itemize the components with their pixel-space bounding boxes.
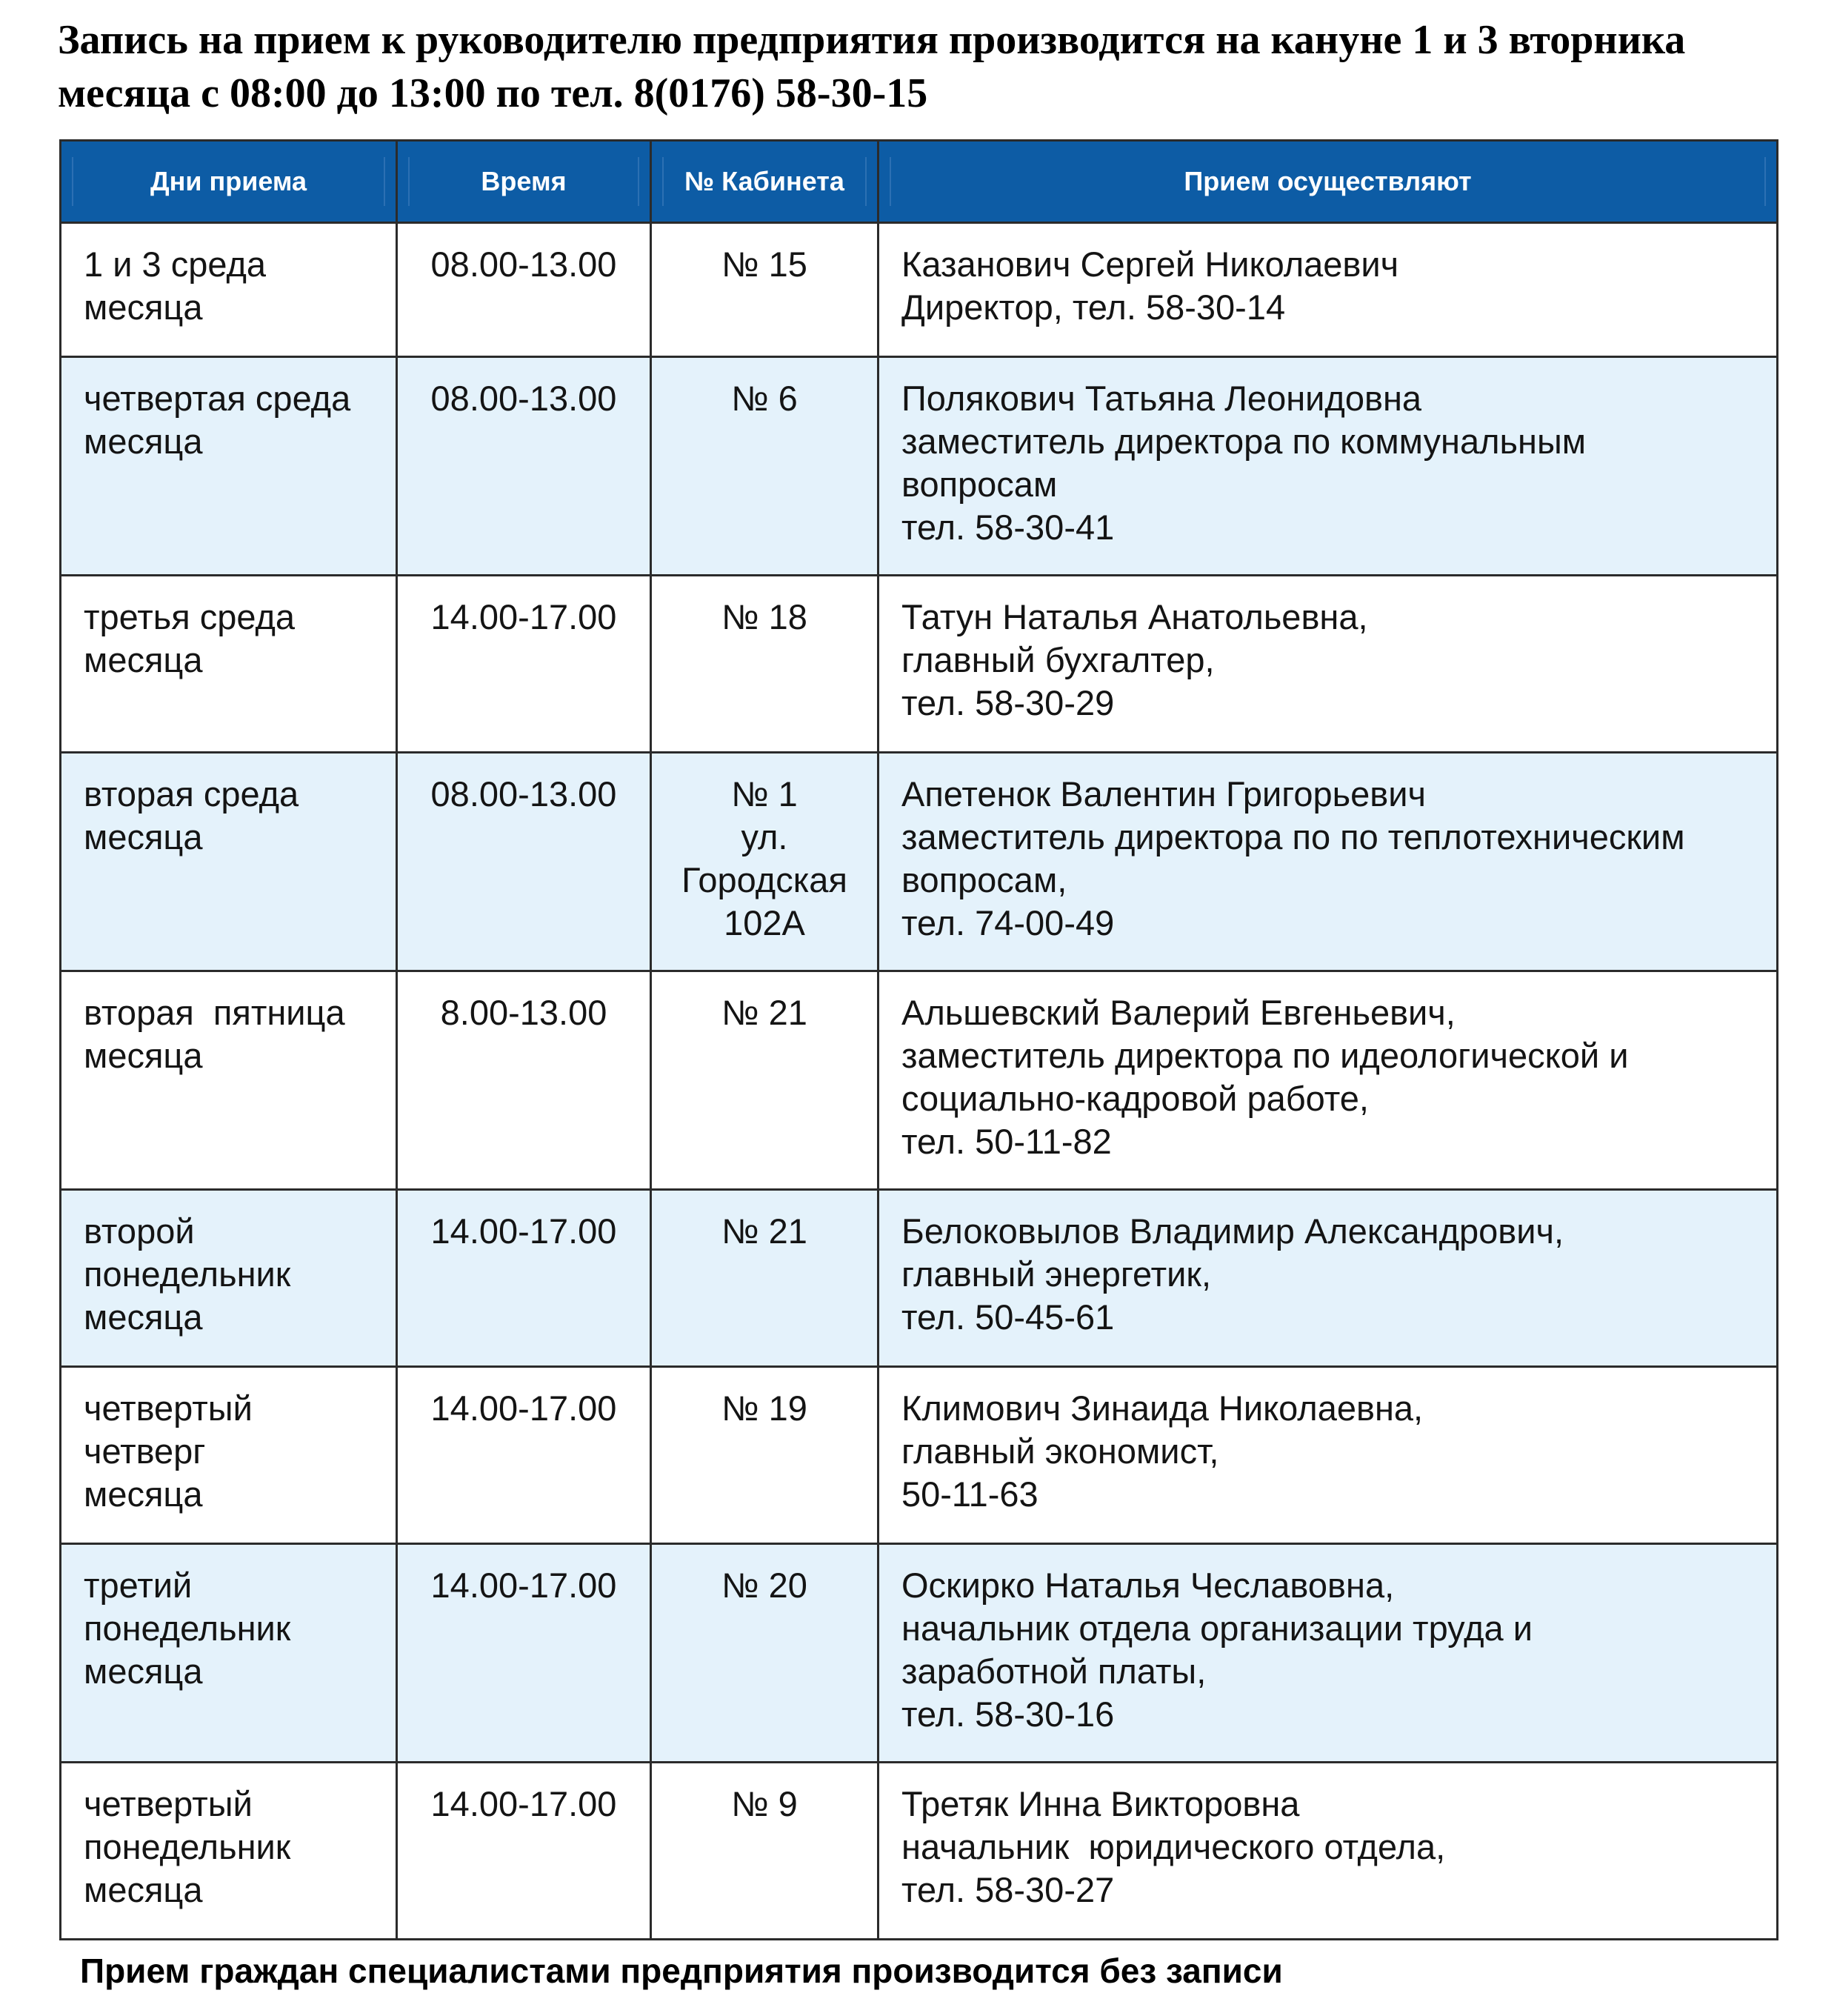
- table-body: [61, 223, 1778, 1940]
- cell-text: вопросам,: [901, 860, 1067, 899]
- cell-room: [651, 1367, 879, 1544]
- cell-text: Оскирко Наталья Чеславовна,: [901, 1566, 1395, 1605]
- cell-staff: [879, 1544, 1778, 1763]
- column-header-days: Дни приема: [61, 141, 397, 223]
- cell-staff: [879, 1367, 1778, 1544]
- cell-room: [651, 753, 879, 971]
- cell-text: 08.00-13.00: [430, 379, 617, 418]
- cell-text: 102А: [724, 903, 805, 942]
- cell-room: [651, 357, 879, 576]
- cell-text: № 21: [721, 1211, 807, 1251]
- cell-room: [651, 1190, 879, 1367]
- cell-time: [397, 223, 651, 357]
- table-row: [61, 1190, 1778, 1367]
- cell-text: тел. 58-30-27: [901, 1870, 1115, 1909]
- cell-time: [397, 357, 651, 576]
- cell-text: заместитель директора по коммунальным: [901, 422, 1587, 461]
- cell-text: № 6: [731, 379, 798, 418]
- cell-text: месяца: [84, 1870, 203, 1909]
- cell-text: главный бухгалтер,: [901, 640, 1215, 679]
- cell-staff: [879, 753, 1778, 971]
- cell-text: 14.00-17.00: [430, 1784, 617, 1823]
- table-row: [61, 223, 1778, 357]
- cell-text: 50-11-63: [901, 1474, 1038, 1514]
- cell-text: 08.00-13.00: [430, 244, 617, 284]
- cell-room: [651, 971, 879, 1190]
- cell-text: Директор, тел. 58-30-14: [901, 287, 1286, 327]
- cell-text: Татун Наталья Анатольевна,: [901, 597, 1368, 636]
- cell-text: № 18: [721, 597, 807, 636]
- cell-text: 8.00-13.00: [440, 993, 607, 1032]
- reception-schedule-table: [59, 139, 1778, 1940]
- cell-text: четвертый: [84, 1784, 253, 1823]
- cell-staff: [879, 1190, 1778, 1367]
- cell-text: месяца: [84, 1474, 203, 1514]
- cell-text: четвертый: [84, 1388, 253, 1428]
- cell-text: 14.00-17.00: [430, 597, 617, 636]
- cell-days: [61, 357, 397, 576]
- column-header-time: Время: [397, 141, 651, 223]
- cell-text: месяца: [84, 1297, 203, 1337]
- cell-time: [397, 1544, 651, 1763]
- page-title-line-2: месяца с 08:00 до 13:00 по тел. 8(0176) 58-30-15: [58, 70, 928, 116]
- cell-text: № 1: [731, 774, 798, 814]
- cell-days: [61, 1763, 397, 1940]
- cell-text: тел. 50-11-82: [901, 1122, 1112, 1161]
- table-header-row: [61, 141, 1778, 223]
- table-row: [61, 1367, 1778, 1544]
- cell-time: [397, 1367, 651, 1544]
- cell-text: Третяк Инна Викторовна: [901, 1784, 1300, 1823]
- cell-text: главный экономист,: [901, 1431, 1219, 1471]
- cell-text: четвертая среда: [84, 379, 351, 418]
- cell-text: четверг: [84, 1431, 206, 1471]
- cell-text: вторая пятница: [84, 993, 345, 1032]
- cell-text: № 9: [731, 1784, 798, 1823]
- cell-text: № 21: [721, 993, 807, 1032]
- cell-staff: [879, 576, 1778, 753]
- cell-text: месяца: [84, 1036, 203, 1075]
- cell-room: [651, 576, 879, 753]
- page-title-line-1: Запись на прием к руководителю предприятия производится на кануне 1 и 3 вторника: [58, 17, 1686, 63]
- cell-text: Городская: [681, 860, 847, 899]
- cell-staff: [879, 971, 1778, 1190]
- cell-room: [651, 223, 879, 357]
- cell-text: вопросам: [901, 465, 1058, 504]
- cell-text: 14.00-17.00: [430, 1388, 617, 1428]
- cell-text: № 15: [721, 244, 807, 284]
- cell-text: начальник отдела организации труда и: [901, 1609, 1533, 1648]
- cell-text: тел. 58-30-29: [901, 683, 1115, 722]
- cell-text: понедельник: [84, 1254, 291, 1294]
- cell-days: [61, 1544, 397, 1763]
- cell-text: вторая среда: [84, 774, 299, 814]
- cell-days: [61, 1367, 397, 1544]
- cell-text: заместитель директора по идеологической и: [901, 1036, 1629, 1075]
- cell-text: 1 и 3 среда: [84, 244, 267, 284]
- cell-text: месяца: [84, 422, 203, 461]
- cell-text: третья среда: [84, 597, 296, 636]
- cell-text: Белоковылов Владимир Александрович,: [901, 1211, 1564, 1251]
- cell-text: тел. 50-45-61: [901, 1297, 1115, 1337]
- cell-text: второй: [84, 1211, 195, 1251]
- cell-text: месяца: [84, 640, 203, 679]
- cell-days: [61, 753, 397, 971]
- cell-text: заместитель директора по по теплотехническим: [901, 817, 1685, 856]
- cell-text: Казанович Сергей Николаевич: [901, 244, 1399, 284]
- cell-text: тел. 58-30-41: [901, 508, 1115, 547]
- cell-text: № 19: [721, 1388, 807, 1428]
- cell-days: [61, 576, 397, 753]
- cell-text: Апетенок Валентин Григорьевич: [901, 774, 1426, 814]
- cell-text: заработной платы,: [901, 1651, 1207, 1691]
- table-row: [61, 357, 1778, 576]
- table-row: [61, 1544, 1778, 1763]
- cell-text: Альшевский Валерий Евгеньевич,: [901, 993, 1456, 1032]
- table-row: [61, 971, 1778, 1190]
- cell-room: [651, 1763, 879, 1940]
- cell-time: [397, 1763, 651, 1940]
- cell-time: [397, 576, 651, 753]
- cell-text: месяца: [84, 817, 203, 856]
- cell-text: 14.00-17.00: [430, 1566, 617, 1605]
- cell-staff: [879, 223, 1778, 357]
- page-title: [58, 13, 1791, 120]
- cell-text: 08.00-13.00: [430, 774, 617, 814]
- cell-days: [61, 223, 397, 357]
- cell-text: месяца: [84, 287, 203, 327]
- cell-text: тел. 74-00-49: [901, 903, 1115, 942]
- column-header-room: № Кабинета: [651, 141, 879, 223]
- cell-room: [651, 1544, 879, 1763]
- cell-time: [397, 1190, 651, 1367]
- cell-text: понедельник: [84, 1827, 291, 1866]
- column-header-staff: Прием осуществляют: [879, 141, 1778, 223]
- cell-staff: [879, 357, 1778, 576]
- cell-text: Климович Зинаида Николаевна,: [901, 1388, 1424, 1428]
- table-row: [61, 576, 1778, 753]
- cell-text: социально-кадровой работе,: [901, 1079, 1369, 1118]
- cell-text: месяца: [84, 1651, 203, 1691]
- cell-days: [61, 971, 397, 1190]
- cell-staff: [879, 1763, 1778, 1940]
- cell-text: начальник юридического отдела,: [901, 1827, 1446, 1866]
- cell-text: третий: [84, 1566, 193, 1605]
- cell-text: тел. 58-30-16: [901, 1694, 1115, 1734]
- cell-text: главный энергетик,: [901, 1254, 1211, 1294]
- footer-note: Прием граждан специалистами предприятия производится без записи: [80, 1952, 1283, 1990]
- cell-text: 14.00-17.00: [430, 1211, 617, 1251]
- table-header: [61, 141, 1778, 223]
- cell-text: № 20: [721, 1566, 807, 1605]
- cell-time: [397, 753, 651, 971]
- cell-days: [61, 1190, 397, 1367]
- cell-text: ул.: [741, 817, 788, 856]
- table-row: [61, 1763, 1778, 1940]
- cell-time: [397, 971, 651, 1190]
- cell-text: понедельник: [84, 1609, 291, 1648]
- table-row: [61, 753, 1778, 971]
- cell-text: Полякович Татьяна Леонидовна: [901, 379, 1422, 418]
